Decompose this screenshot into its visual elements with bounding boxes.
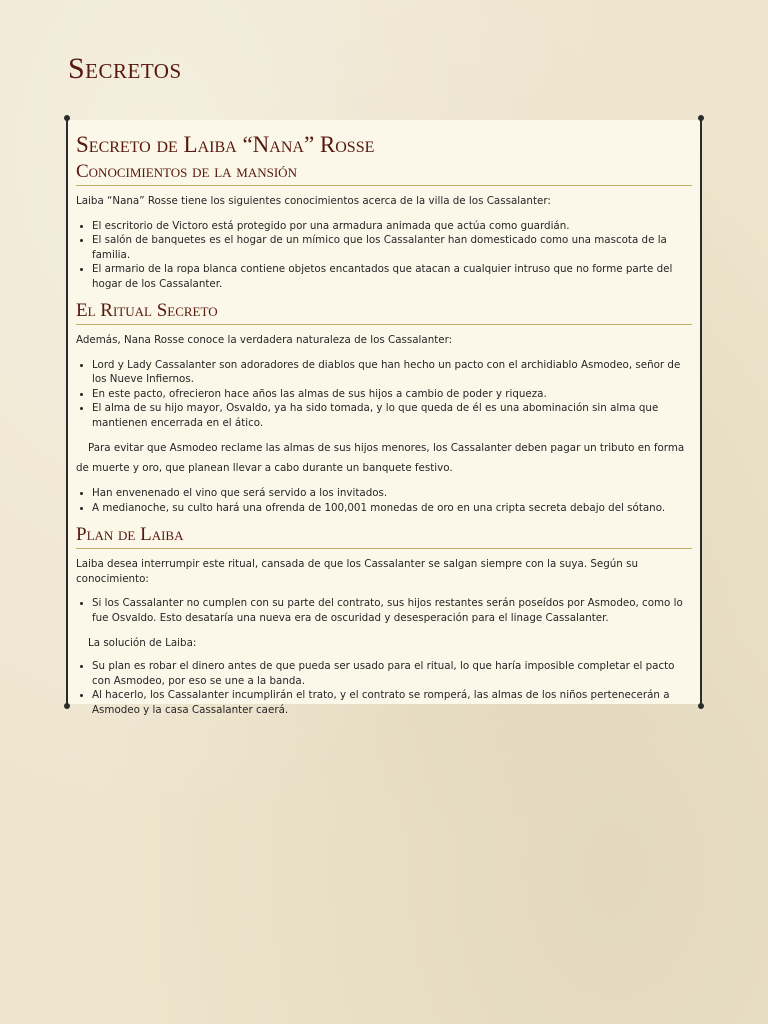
ritual-list xyxy=(76,358,692,431)
section-intro-knowledge: Laiba “Nana” Rosse tiene los siguientes conocimientos acerca de la villa de los Cassalanter: xyxy=(76,195,551,207)
note-panel xyxy=(68,120,700,716)
list-item: • Al hacerlo, los Cassalanter incumplirán el trato, y el contrato se romperá, las almas de los niños pertenecerán a Asmodeo y la casa Cassalanter caerá. xyxy=(92,688,692,717)
list-item: • El salón de banquetes es el hogar de un mímico que los Cassalanter han domesticado como una mascota de la familia. xyxy=(92,233,692,262)
plan-paragraph: La solución de Laiba: xyxy=(88,637,197,649)
list-item: • Si los Cassalanter no cumplen con su parte del contrato, sus hijos restantes serán poseídos por Asmodeo, como lo fue Osvaldo. Esto desataría una nueva era de oscuridad y desesperación para el linage Cassalanter. xyxy=(92,596,692,625)
section-intro-plan: Laiba desea interrumpir este ritual, cansada de que los Cassalanter se salgan siempre con la suya. Según su conocimiento: xyxy=(76,558,638,585)
page-title: Secretos xyxy=(68,52,182,85)
list-item: • Han envenenado el vino que será servido a los invitados. xyxy=(92,486,692,501)
panel-right-rail xyxy=(700,118,702,706)
section-intro-ritual: Además, Nana Rosse conoce la verdadera naturaleza de los Cassalanter: xyxy=(76,334,453,346)
section-heading-ritual: El Ritual Secreto xyxy=(76,299,692,325)
list-item: • Su plan es robar el dinero antes de que pueda ser usado para el ritual, lo que haría imposible completar el pacto con Asmodeo, por eso se une a la banda. xyxy=(92,659,692,688)
plan-list-2 xyxy=(76,659,692,717)
ritual-list-2 xyxy=(76,486,692,515)
list-item: • El escritorio de Victoro está protegido por una armadura animada que actúa como guardián. xyxy=(92,219,692,234)
list-item: • A medianoche, su culto hará una ofrenda de 100,001 monedas de oro en una cripta secreta debajo del sótano. xyxy=(92,501,692,516)
ritual-paragraph: Para evitar que Asmodeo reclame las almas de sus hijos menores, los Cassalanter deben pagar un tributo en forma de muerte y oro, que planean llevar a cabo durante un banquete festivo. xyxy=(76,442,685,474)
section-heading-plan: Plan de Laiba xyxy=(76,523,692,549)
panel-left-rail xyxy=(66,118,68,706)
section-heading-knowledge: Conocimientos de la mansión xyxy=(76,160,692,186)
knowledge-list xyxy=(76,219,692,292)
panel-title: Secreto de Laiba “Nana” Rosse xyxy=(76,132,375,157)
list-item: • En este pacto, ofrecieron hace años las almas de sus hijos a cambio de poder y riqueza. xyxy=(92,387,692,402)
plan-list xyxy=(76,596,692,625)
list-item: • El armario de la ropa blanca contiene objetos encantados que atacan a cualquier intruso que no forme parte del hogar de los Cassalanter. xyxy=(92,262,692,291)
list-item: • Lord y Lady Cassalanter son adoradores de diablos que han hecho un pacto con el archidiablo Asmodeo, señor de los Nueve Infiernos. xyxy=(92,358,692,387)
list-item: • El alma de su hijo mayor, Osvaldo, ya ha sido tomada, y lo que queda de él es una abominación sin alma que mantienen encerrada en el ático. xyxy=(92,401,692,430)
